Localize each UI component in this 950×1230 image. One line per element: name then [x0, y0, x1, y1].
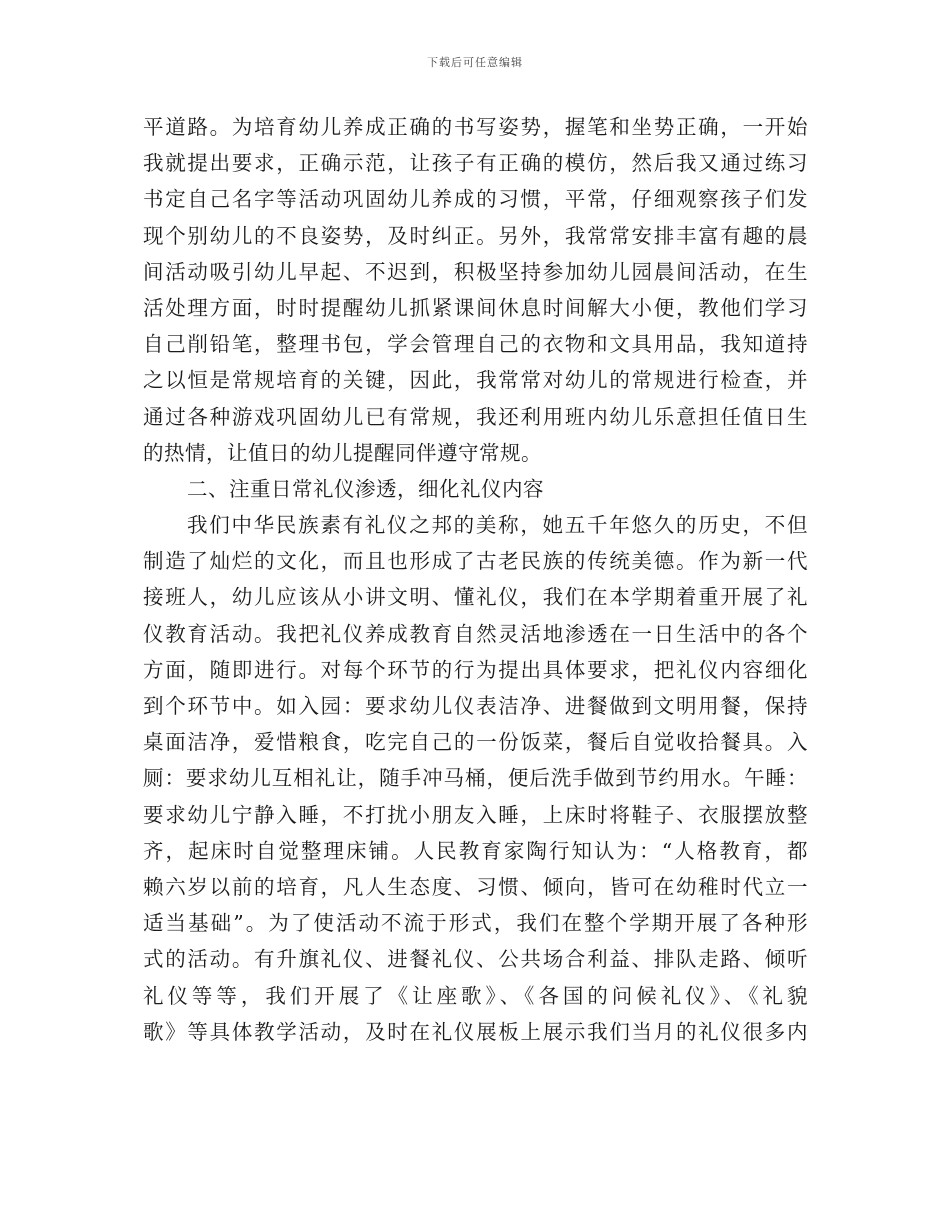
text-line: 礼仪等等，我们开展了《让座歌》、《各国的问候礼仪》、《礼貌	[143, 983, 808, 1008]
text-line: 我就提出要求，正确示范，让孩子有正确的模仿，然后我又通过练习	[143, 151, 808, 176]
text-line: 书定自己名字等活动巩固幼儿养成的习惯，平常，仔细观察孩子们发	[143, 187, 808, 212]
text-line: 歌》等具体教学活动，及时在礼仪展板上展示我们当月的礼仪很多内	[143, 1019, 808, 1044]
text-line: 现个别幼儿的不良姿势，及时纠正。另外，我常常安排丰富有趣的晨	[143, 223, 808, 248]
text-line: 间活动吸引幼儿早起、不迟到，积极坚持参加幼儿园晨间活动，在生	[143, 259, 808, 284]
text-line: 的热情，让值日的幼儿提醒同伴遵守常规。	[143, 440, 542, 465]
page-header: 下载后可任意编辑	[427, 56, 523, 69]
text-line: 接班人，幼儿应该从小讲文明、懂礼仪，我们在本学期着重开展了礼	[143, 585, 808, 610]
text-line: 式的活动。有升旗礼仪、进餐礼仪、公共场合利益、排队走路、倾听	[143, 947, 808, 972]
text-line: 仪教育活动。我把礼仪养成教育自然灵活地渗透在一日生活中的各个	[143, 621, 808, 646]
text-line: 自己削铅笔，整理书包，学会管理自己的衣物和文具用品，我知道持	[143, 332, 808, 357]
text-line: 适当基础”。为了使活动不流于形式，我们在整个学期开展了各种形	[143, 911, 808, 936]
text-line: 平道路。为培育幼儿养成正确的书写姿势，握笔和坐势正确，一开始	[143, 115, 808, 139]
document-body	[143, 109, 808, 1050]
text-line: 制造了灿烂的文化，而且也形成了古老民族的传统美德。作为新一代	[143, 549, 808, 574]
text-line: 活处理方面，时时提醒幼儿抓紧课间休息时间解大小便，教他们学习	[143, 295, 808, 320]
text-line: 桌面洁净，爱惜粮食，吃完自己的一份饭菜，餐后自觉收拾餐具。入	[143, 730, 808, 755]
text-line: 厕：要求幼儿互相礼让，随手冲马桶，便后洗手做到节约用水。午睡：	[143, 766, 808, 791]
text-line: 方面，随即进行。对每个环节的行为提出具体要求，把礼仪内容细化	[143, 657, 808, 682]
text-line: 要求幼儿宁静入睡，不打扰小朋友入睡，上床时将鞋子、衣服摆放整	[143, 802, 808, 827]
section-heading: 二、注重日常礼仪渗透，细化礼仪内容	[187, 476, 544, 501]
text-line: 通过各种游戏巩固幼儿已有常规，我还利用班内幼儿乐意担任值日生	[143, 404, 808, 429]
text-line: 我们中华民族素有礼仪之邦的美称，她五千年悠久的历史，不但	[187, 513, 808, 538]
text-line: 到个环节中。如入园：要求幼儿仪表洁净、进餐做到文明用餐，保持	[143, 694, 808, 718]
text-line: 齐，起床时自觉整理床铺。人民教育家陶行知认为：“人格教育，都	[143, 838, 808, 863]
text-line: 之以恒是常规培育的关键，因此，我常常对幼儿的常规进行检查，并	[143, 368, 808, 393]
text-line: 赖六岁以前的培育，凡人生态度、习惯、倾向，皆可在幼稚时代立一	[143, 874, 808, 899]
